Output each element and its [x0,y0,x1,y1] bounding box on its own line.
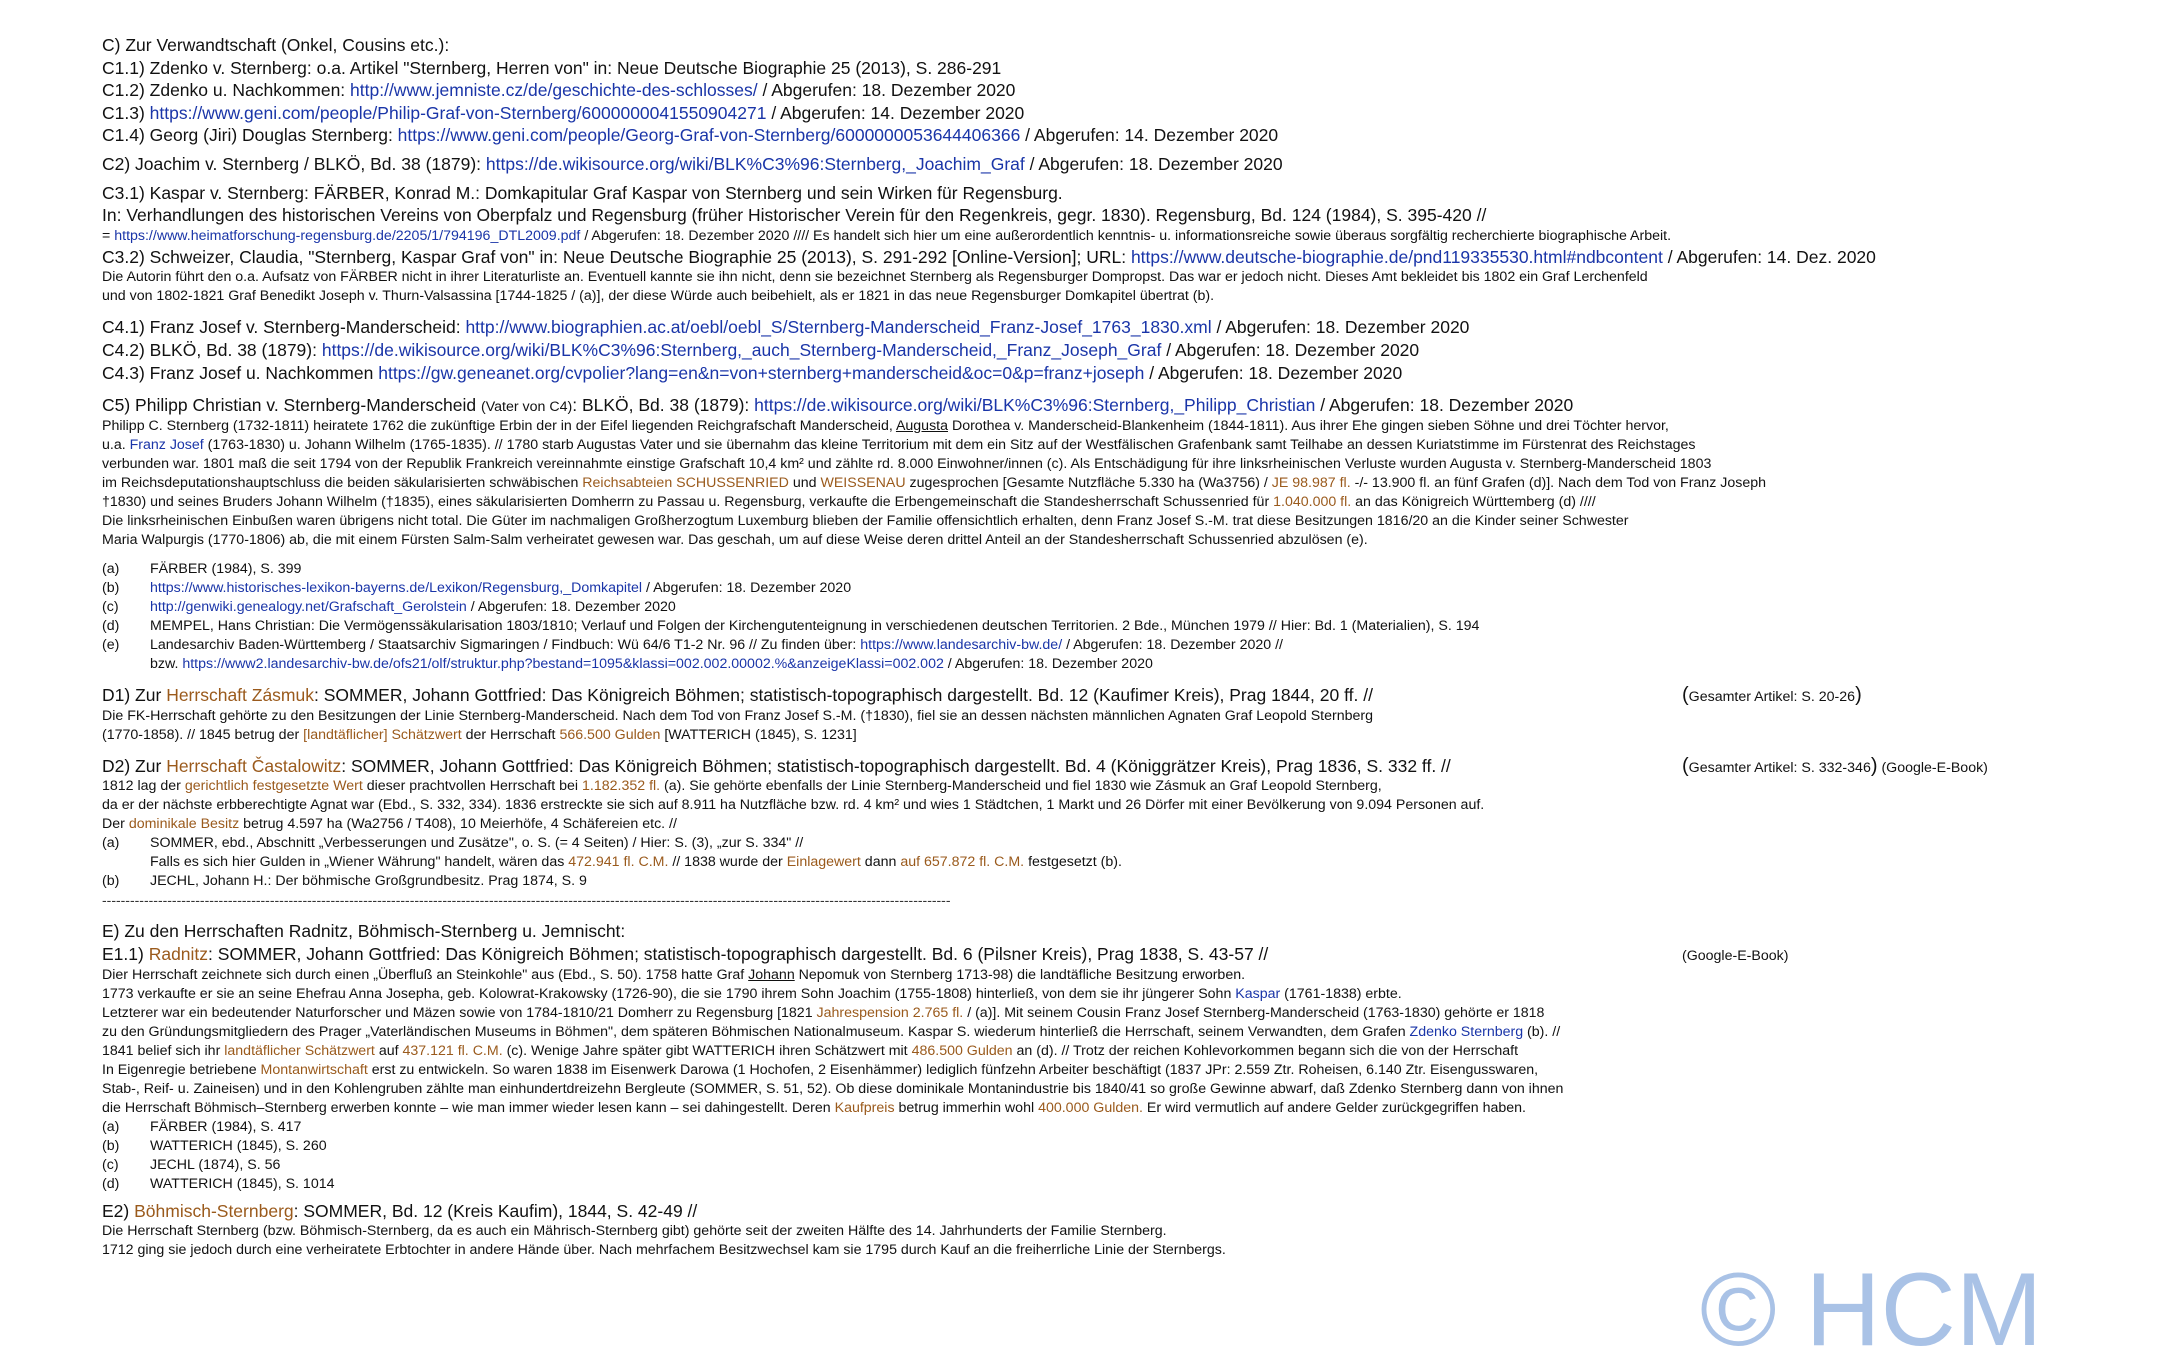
footnote-d [102,1175,2162,1194]
e1-paragraph-line: Stab-, Reif- u. Zaineisen) und in den Kohlengruben zählte man einhundertdreizehn Bergleute (SOMMER, S. 51, 52). Ob diese dominikale Montanindustrie bis 1840/41 so große Gewinne abwarf, daß Zdenko Sternberg dann von ihnen [102,1080,1564,1097]
footnote-key: (b) [102,1137,120,1154]
footnote-a [102,560,2162,579]
entry-text: zu den Gründungsmitgliedern des Prager „Vaterländischen Museums in Böhmen", dem späteren Böhmischen Nationalmuseum. Kaspar S. wiederum hinterließ die Herrschaft, seinem Verwandten, dem Grafen [102,1023,1410,1040]
highlight-text: Jahrespension 2.765 fl. [816,1004,964,1021]
biographien-link[interactable]: http://www.biographien.ac.at/oebl/oebl_S/Sternberg-Manderscheid_Franz-Josef_1763_1830.xml [465,317,1212,338]
d2-paragraph-line [102,777,2162,796]
footnote-key: (a) [102,1118,120,1135]
copyright-watermark: © HCM [1700,1252,2043,1368]
entry-text: an (d). // Trotz der reichen Kohlevorkommen begann sich die von der Herrschaft [1012,1042,1519,1059]
footnote-a [102,834,2162,853]
entry-e1-1-title [102,943,2162,966]
footnote-text: SOMMER, ebd., Abschnitt „Verbesserungen und Zusätze", o. S. (= 4 Seiten) / Hier: S. (3), „zur S. 334" // [150,835,804,852]
footnote-e [102,636,2162,655]
entry-text: (1761-1838) erbte. [1280,985,1402,1002]
jemniste-link[interactable]: http://www.jemniste.cz/de/geschichte-des-schlosses/ [350,80,758,101]
highlight-text: Herrschaft Častalowitz [166,755,342,776]
footnote-d [102,617,2162,636]
footnote-b [102,579,2162,598]
entry-text: die Herrschaft Böhmisch–Sternberg erwerben konnte – wie man immer wieder lesen kann – sei dahingestellt. Deren [102,1099,835,1116]
c5-paragraph-line: verbunden war. 1801 maß die seit 1794 von der Republik Frankreich vereinnahmte einstige Grafschaft 10,4 km² und zählte rd. 8.000 Einwohner/innen (c). Als Entschädigung für ihre linksrheinischen Verluste wurden Augusta v. Sternberg-Manderscheid 1803 [102,456,1712,473]
footnote-c [102,598,2162,617]
entry-text: der Herrschaft [461,726,560,743]
heimatforschung-link[interactable]: https://www.heimatforschung-regensburg.de/2205/1/794196_DTL2009.pdf [114,227,581,244]
highlight-text: gerichtlich festgesetzte Wert [184,778,363,795]
entry-c4-3 [102,362,2162,385]
highlight-text: Böhmisch-Sternberg [134,1200,294,1221]
highlight-text: 1.040.000 fl. [1273,494,1352,511]
entry-text: / Abgerufen: 18. Dezember 2020 [1161,339,1420,360]
entry-text: betrug immerhin wohl [894,1099,1039,1116]
footnote-text: / Abgerufen: 18. Dezember 2020 [642,580,852,597]
entry-text: (a). Sie gehörte ebenfalls der Linie Sternberg-Manderscheid und fiel 1830 wie Zásmuk an Graf Leopold Sternberg, [660,778,1382,795]
entry-text: (b). // [1523,1023,1561,1040]
footnote-text: Falls es sich hier Gulden in „Wiener Währung" handelt, wären das [150,854,569,871]
entry-text: C1.3) [102,102,150,123]
footnote-text: FÄRBER (1984), S. 417 [150,1118,302,1135]
entry-text: E1.1) [102,943,149,964]
entry-c4-1 [102,316,2162,339]
highlight-text: auf 657.872 fl. C.M. [900,854,1025,871]
entry-text: (1770-1858). // 1845 betrug der [102,726,304,743]
entry-text: : SOMMER, Johann Gottfried: Das Königreich Böhmen; statistisch-topographisch dargestellt. Bd. 4 (Königgrätzer Kreis), Prag 1836, S. 332 ff. // [341,755,1451,776]
footnote-key: (d) [102,1175,120,1192]
d1-paragraph-line: Die FK-Herrschaft gehörte zu den Besitzungen der Linie Sternberg-Manderscheid. Nach dem Tod von Franz Josef S.-M. (†1830), fiel sie an dessen nächsten männlichen Agnaten Graf Leopold Sternberg [102,707,1374,724]
footnote-key: (e) [102,637,120,654]
highlight-text: Radnitz [148,943,209,964]
entry-text: an das Königreich Württemberg (d) //// [1351,494,1596,511]
entry-c3-1: C3.1) Kaspar v. Sternberg: FÄRBER, Konrad M.: Domkapitular Graf Kaspar von Sternberg und sein Wirken für Regensburg. [102,182,1063,203]
footnote-text: // 1838 wurde der [668,854,787,871]
c5-paragraph-line: Die linksrheinischen Einbußen waren übrigens nicht total. Die Güter im nachmaligen Großherzogtum Luxemburg blieben der Familie offensichtlich erhalten, denn Franz Josef S.-M. trat diese Besitzungen 1816/20 an die Kinder seiner Schwester [102,513,1629,530]
footnote-b [102,872,2162,891]
historisches-lexikon-link[interactable]: https://www.historisches-lexikon-bayerns.de/Lexikon/Regensburg,_Domkapitel [150,580,643,597]
entry-text: E2) [102,1200,135,1221]
entry-text: 1773 verkaufte er sie an seine Ehefrau Anna Josepha, geb. Kolowrat-Krakowsky (1726-90), die sie 1790 ihrem Sohn Joachim (1755-1808) hinterließ, von dem sie ihr jüngerer Sohn [102,985,1236,1002]
wikisource-philipp-link[interactable]: https://de.wikisource.org/wiki/BLK%C3%96:Sternberg,_Philipp_Christian [754,395,1316,416]
footnote-key: (c) [102,1156,119,1173]
highlight-text: Kaufpreis [834,1099,895,1116]
entry-text: C1.2) Zdenko u. Nachkommen: [102,80,351,101]
entry-text: C4.2) BLKÖ, Bd. 38 (1879): [102,339,322,360]
entry-c3-1-source: In: Verhandlungen des historischen Vereins von Oberpfalz und Regensburg (früher Historischer Verein für den Regenkreis, gegr. 1830). Regensburg, Bd. 124 (1984), S. 395-420 // [102,205,1487,226]
entry-text: Der [102,816,129,833]
footnote-text: festgesetzt (b). [1024,854,1122,871]
footnote-text: bzw. [150,656,183,673]
entry-text: D2) Zur [102,755,167,776]
entry-text: Nepomuk von Sternberg 1713-98) die landtäfliche Besitzung erworben. [794,966,1246,983]
entry-c4-2 [102,339,2162,362]
e1-paragraph-line [102,966,2162,985]
highlight-text: Montanwirtschaft [260,1061,368,1078]
highlight-text: dominikale Besitz [128,816,240,833]
highlight-text: Einlagewert [786,854,861,871]
entry-text: = [102,227,115,244]
entry-text: betrug 4.597 ha (Wa2756 / T408), 10 Meierhöfe, 4 Schäfereien etc. // [239,816,677,833]
entry-text: (c). Wenige Jahre später gibt WATTERICH ihren Schätzwert mit [502,1042,912,1059]
e1-paragraph-line [102,1061,2162,1080]
entry-c1-4 [102,124,2162,147]
c5-paragraph-line [102,436,2162,455]
entry-text: (Vater von C4) [481,399,573,416]
highlight-text: Reichsabteien SCHUSSENRIED [582,475,789,492]
footnote-b [102,1137,2162,1156]
geneanet-link[interactable]: https://gw.geneanet.org/cvpolier?lang=en&n=von+sternberg+manderscheid&oc=0&p=franz+joseph [378,362,1145,383]
entry-text: [WATTERICH (1845), S. 1231] [660,726,857,743]
entry-text: In Eigenregie betriebene [102,1061,261,1078]
e1-paragraph-line [102,1042,2162,1061]
entry-c3-2-note: Die Autorin führt den o.a. Aufsatz von FÄRBER nicht in ihrer Literaturliste an. Eventuell kannte sie ihn nicht, denn sie bezeichnet Sternberg als Regensburger Dompropst. Das war er jedoch nicht. Dieses Amt bekleidet bis 1802 ein Graf Lerchenfeld [102,269,1648,286]
e2-paragraph-line: Die Herrschaft Sternberg (bzw. Böhmisch-Sternberg, da es auch ein Mährisch-Sternberg gibt) gehörte seit der zweiten Hälfte des 14. Jahrhunderts der Familie Sternberg. [102,1223,1167,1240]
highlight-text: JE 98.987 fl. [1271,475,1351,492]
highlight-text: WEISSENAU [820,475,906,492]
footnote-text: / Abgerufen: 18. Dezember 2020 [943,656,1153,673]
entry-text: 1812 lag der [102,778,185,795]
footnote-key: (b) [102,580,120,597]
entry-text: auf [374,1042,403,1059]
footnote-text: MEMPEL, Hans Christian: Die Vermögenssäkularisation 1803/1810; Verlauf und Folgen der Kirchengutenteignung in verschiedenen deutschen Territorien. 2 Bde., München 1979 // Hier: Bd. 1 (Materialien), S. 194 [150,618,1480,635]
entry-text: u.a. [102,437,130,454]
entry-text: zugesprochen [Gesamte Nutzfläche 5.330 ha (Wa3756) / [905,475,1272,492]
entry-text: / Abgerufen: 14. Dez. 2020 [1662,246,1876,267]
d1-article-range: (Gesamter Artikel: S. 20-26) [1682,684,1862,707]
entry-text: -/- 13.900 fl. an fünf Grafen (d)]. Nach dem Tod von Franz Joseph [1350,475,1766,492]
e1-paragraph-line [102,1004,2162,1023]
entry-text: / Abgerufen: 18. Dezember 2020 [1211,317,1470,338]
highlight-text: Herrschaft Zásmuk [166,685,314,706]
c5-paragraph-line: Maria Walpurgis (1770-1806) ab, die mit einem Fürsten Salm-Salm verheiratet gewesen war. Das geschah, um auf diese Weise deren drittel Anteil an der Standesherrschaft Schussenried abzulösen (e). [102,532,1368,549]
landesarchiv-link[interactable]: https://www.landesarchiv-bw.de/ [860,637,1063,654]
entry-text: C4.3) Franz Josef u. Nachkommen [102,362,379,383]
entry-text: erst zu entwickeln. So waren 1838 im Eisenwerk Darowa (1 Hochofen, 2 Eisenhämmer) lediglich fünfzehn Arbeiter beschäftigt (1837 JPr: 2.559 Ztr. Roheisen, 6.140 Ztr. Eisengusswaren, [367,1061,1539,1078]
entry-text: Gesamter Artikel: S. 20-26 [1688,689,1856,706]
entry-text: : BLKÖ, Bd. 38 (1879): [572,395,755,416]
footnote-text: JECHL (1874), S. 56 [150,1156,281,1173]
highlight-text: 566.500 Gulden [559,726,661,743]
footnote-key: (a) [102,835,120,852]
entry-c5-title [102,394,2162,417]
entry-d1-title [102,684,2162,707]
entry-text: D1) Zur [102,685,167,706]
c5-paragraph-line [102,417,2162,436]
entry-text: Philipp C. Sternberg (1732-1811) heiratete 1762 die zukünftige Erbin der in der Eifel liegenden Reichgrafschaft Manderscheid, [102,418,896,435]
c5-paragraph-line [102,474,2162,493]
entry-text: dieser prachtvollen Herrschaft bei [362,778,583,795]
e1-paragraph-line [102,985,2162,1004]
d1-paragraph-line [102,726,2162,745]
footnote-key: (d) [102,618,120,635]
e1-google-ebook-note: (Google-E-Book) [1682,947,1789,964]
highlight-text: 400.000 Gulden. [1038,1099,1143,1116]
entry-text: / Abgerufen: 18. Dezember 2020 [757,80,1016,101]
footnote-text: WATTERICH (1845), S. 260 [150,1137,327,1154]
entry-text: (1763-1830) u. Johann Wilhelm (1765-1835). // 1780 starb Augustas Vater und sie übernahm das kleine Territorium mit dem ein Sitz auf der Westfälischen Grafenbank samt Teilhabe an dessen Kuriatstimme im Fürstenrat des Reichstages [203,437,1696,454]
entry-e2-title [102,1200,2162,1223]
footnote-key: (c) [102,599,119,616]
entry-text: Johann [748,966,795,983]
entry-c3-1-url [102,227,2162,246]
entry-text: C2) Joachim v. Sternberg / BLKÖ, Bd. 38 (1879): [102,153,486,174]
d2-paragraph-line [102,815,2162,834]
entry-text: †1830) und seines Bruders Johann Wilhelm (†1835), eines säkularisierten Domherrn zu Passau u. Regensburg, verkaufte die Erbengemeinschaft die Standesherrschaft Schussenried für [102,494,1274,511]
entry-text: / Abgerufen: 18. Dezember 2020 [1024,153,1283,174]
footnote-key: (a) [102,561,120,578]
footnote-text: WATTERICH (1845), S. 1014 [150,1175,335,1192]
entry-text: C3.2) Schweizer, Claudia, "Sternberg, Kaspar Graf von" in: Neue Deutsche Biographie 25 (2013), S. 291-292 [Online-Version]; URL: [102,246,1131,267]
entry-d2-title [102,755,2162,778]
highlight-text: [landtäflicher] Schätzwert [303,726,462,743]
highlight-text: 472.941 fl. C.M. [568,854,669,871]
entry-text: / Abgerufen: 18. Dezember 2020 [1144,362,1403,383]
deutsche-biographie-link[interactable]: https://www.deutsche-biographie.de/pnd119335530.html#ndbcontent [1130,246,1663,267]
entry-text: / Abgerufen: 18. Dezember 2020 [1315,395,1574,416]
footnote-text: dann [860,854,901,871]
geni-philip-link[interactable]: https://www.geni.com/people/Philip-Graf-von-Sternberg/6000000041550904271 [149,102,767,123]
entry-text: C4.1) Franz Josef v. Sternberg-Manderscheid: [102,317,466,338]
franz-josef-link[interactable]: Franz Josef [129,437,204,454]
entry-text: Dorothea v. Manderscheid-Blankenheim (1844-1811). Aus ihrer Ehe gingen sieben Söhne und drei Töchter hervor, [948,418,1669,435]
entry-text: / (a)]. Mit seinem Cousin Franz Josef Sternberg-Manderscheid (1763-1830) gehörte er 1818 [963,1004,1545,1021]
highlight-text: landtäflicher Schätzwert [224,1042,375,1059]
section-divider: -------------------------------------------------------------------------------------------------------------------------------------------------------------------------------------- [102,892,951,909]
entry-text: : SOMMER, Bd. 12 (Kreis Kaufim), 1844, S. 42-49 // [293,1200,698,1221]
e1-paragraph-line [102,1023,2162,1042]
entry-text: Letzterer war ein bedeutender Naturforscher und Mäzen sowie von 1784-1810/21 Domherr zu Regensburg [1821 [102,1004,817,1021]
section-c-heading: C) Zur Verwandtschaft (Onkel, Cousins etc.): [102,35,450,55]
geni-georg-link[interactable]: https://www.geni.com/people/Georg-Graf-von-Sternberg/6000000053644406366 [397,125,1021,146]
entry-text: und [788,475,821,492]
footnote-a-cont [102,853,2162,872]
footnote-c [102,1156,2162,1175]
footnote-text: FÄRBER (1984), S. 399 [150,561,302,578]
entry-text: Gesamter Artikel: S. 332-346 [1688,759,1871,776]
entry-text: : SOMMER, Johann Gottfried: Das Königreich Böhmen; statistisch-topographisch dargestellt. Bd. 6 (Pilsner Kreis), Prag 1838, S. 43-57 // [208,943,1269,964]
footnote-text: / Abgerufen: 18. Dezember 2020 [466,599,676,616]
entry-text: / Abgerufen: 14. Dezember 2020 [1020,125,1279,146]
wikisource-franz-joseph-link[interactable]: https://de.wikisource.org/wiki/BLK%C3%96:Sternberg,_auch_Sternberg-Manderscheid,_Franz_Joseph_Graf [321,339,1162,360]
kaspar-link[interactable]: Kaspar [1235,985,1281,1002]
footnote-a [102,1118,2162,1137]
landesarchiv-struktur-link[interactable]: https://www2.landesarchiv-bw.de/ofs21/olf/struktur.php?bestand=1095&klassi=002.002.00002.%&anzeigeKlassi=002.002 [182,656,944,673]
entry-text: 1841 belief sich ihr [102,1042,225,1059]
zdenko-sternberg-link[interactable]: Zdenko Sternberg [1409,1023,1524,1040]
d2-paragraph-line: da er der nächste erbberechtigte Agnat war (Ebd., S. 332, 334). 1836 erstreckte sie sich auf 8.911 ha Nutzfläche bzw. rd. 4 km² und wies 1 Städtchen, 1 Markt und 26 Dörfer mit einer Bevölkerung von 9.094 Personen auf. [102,797,1485,814]
entry-text: Augusta [895,418,948,435]
highlight-text: 1.182.352 fl. [582,778,661,795]
c5-paragraph-line [102,493,2162,512]
footnote-key: (b) [102,873,120,890]
entry-c3-2-note-cont: und von 1802-1821 Graf Benedikt Joseph v. Thurn-Valsassina [1744-1825 / (a)], der diese Würde auch beibehielt, als er 1821 in das neue Regensburger Domkapitel übertrat (b). [102,288,1215,305]
footnote-text: / Abgerufen: 18. Dezember 2020 // [1062,637,1283,654]
e1-paragraph-line [102,1099,2162,1118]
footnote-text: Landesarchiv Baden-Württemberg / Staatsarchiv Sigmaringen / Findbuch: Wü 64/6 T1-2 Nr. 96 // Zu finden über: [150,637,861,654]
entry-text: Er wird vermutlich auf andere Gelder zurückgegriffen haben. [1142,1099,1526,1116]
entry-text: / Abgerufen: 14. Dezember 2020 [766,102,1025,123]
entry-text: Dier Herrschaft zeichnete sich durch einen „Überfluß an Steinkohle" aus (Ebd., S. 50). 1758 hatte Graf [102,966,749,983]
highlight-text: 486.500 Gulden [911,1042,1013,1059]
section-e-heading: E) Zu den Herrschaften Radnitz, Böhmisch-Sternberg u. Jemnischt: [102,921,626,942]
entry-text: C1.4) Georg (Jiri) Douglas Sternberg: [102,125,398,146]
entry-text: / Abgerufen: 18. Dezember 2020 //// Es handelt sich hier um eine außerordentlich kenntnis- u. informationsreiche sowie überaus sorgfältig recherchierte biographische Arbeit. [580,227,1672,244]
entry-text: C5) Philipp Christian v. Sternberg-Manderscheid [102,395,482,416]
entry-text: (Google-E-Book) [1877,759,1988,776]
entry-c3-2 [102,246,2162,269]
e2-paragraph-line: 1712 ging sie jedoch durch eine verheiratete Erbtochter in andere Hände über. Nach mehrfachem Besitzwechsel kam sie 1795 durch Kauf an die freiherrliche Linie der Sternbergs. [102,1242,1226,1259]
entry-c2 [102,153,2162,176]
wikisource-joachim-link[interactable]: https://de.wikisource.org/wiki/BLK%C3%96:Sternberg,_Joachim_Graf [485,153,1025,174]
genwiki-link[interactable]: http://genwiki.genealogy.net/Grafschaft_Gerolstein [150,599,467,616]
footnote-e-cont [102,655,2162,674]
entry-text: im Reichsdeputationshauptschluss die beiden säkularisierten schwäbischen [102,475,583,492]
footnote-text: JECHL, Johann H.: Der böhmische Großgrundbesitz. Prag 1874, S. 9 [150,873,587,890]
entry-text: : SOMMER, Johann Gottfried: Das Königreich Böhmen; statistisch-topographisch dargestellt. Bd. 12 (Kaufimer Kreis), Prag 1844, 20 ff. // [314,685,1373,706]
entry-c1-2 [102,79,2162,102]
entry-c1-1: C1.1) Zdenko v. Sternberg: o.a. Artikel "Sternberg, Herren von" in: Neue Deutsche Biographie 25 (2013), S. 286-291 [102,57,1002,78]
entry-c1-3 [102,102,2162,125]
document-body [102,34,2162,1260]
d2-article-range: (Gesamter Artikel: S. 332-346) (Google-E-Book) [1682,754,1988,777]
highlight-text: 437.121 fl. C.M. [402,1042,503,1059]
